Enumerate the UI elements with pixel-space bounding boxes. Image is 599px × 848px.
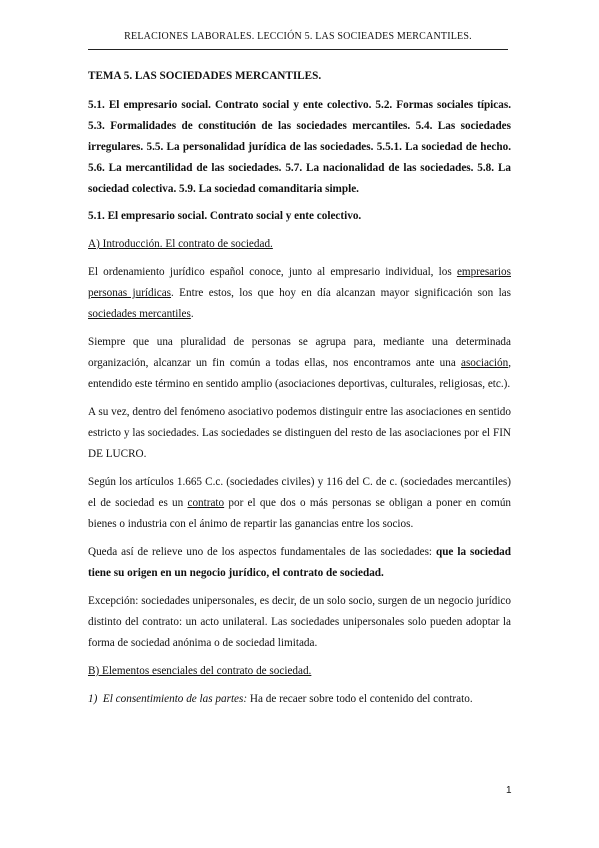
term-asociacion: asociación	[460, 357, 509, 369]
paragraph-2: Siempre que una pluralidad de personas se agrupa para, mediante una determinada organización, alcanzar un fin común a todas ellas, nos encontramos ante una asociación, entendido este término en sentido amplio (asociaciones deportivas, culturales, religiosas, etc.).	[88, 336, 511, 390]
term-empresarios-personas-juridicas: empresarios personas jurídicas	[88, 266, 511, 299]
document-body	[88, 66, 511, 717]
document-title: TEMA 5. LAS SOCIEDADES MERCANTILES.	[88, 70, 322, 82]
paragraph-3: A su vez, dentro del fenómeno asociativo podemos distinguir entre las asociaciones en sentido estricto y las sociedades. Las sociedades se distinguen del resto de las asociaciones por el FIN DE LUCRO.	[88, 406, 511, 460]
term-sociedades-mercantiles: sociedades mercantiles	[88, 308, 191, 320]
paragraph-5: Queda así de relieve uno de los aspectos fundamentales de las sociedades: que la sociedad tiene su origen en un negocio jurídico, el contrato de sociedad.	[88, 546, 511, 579]
header-rule	[88, 49, 508, 50]
paragraph-1: El ordenamiento jurídico español conoce, junto al empresario individual, los empresarios personas jurídicas. Entre estos, los que hoy en día alcanzan mayor significación son las sociedades mercantiles.	[88, 266, 511, 320]
section-heading: 5.1. El empresario social. Contrato social y ente colectivo.	[88, 210, 362, 222]
paragraph-7: 1) El consentimiento de las partes: Ha de recaer sobre todo el contenido del contrato.	[88, 693, 473, 705]
table-of-contents: 5.1. El empresario social. Contrato social y ente colectivo. 5.2. Formas sociales típicas. 5.3. Formalidades de constitución de las sociedades mercantiles. 5.4. Las sociedades irregulares. 5.5. La personalidad jurídica de las sociedades. 5.5.1. La sociedad de hecho. 5.6. La mercantilidad de las sociedades. 5.7. La nacionalidad de las sociedades. 5.8. La sociedad colectiva. 5.9. La sociedad comanditaria simple.	[88, 99, 511, 195]
page-number: 1	[506, 785, 512, 796]
paragraph-4: Según los artículos 1.665 C.c. (sociedades civiles) y 116 del C. de c. (sociedades mercantiles) el de sociedad es un contrato por el que dos o más personas se obligan a poner en común bienes o industria con el ánimo de repartir las ganancias entre los socios.	[88, 476, 512, 530]
list-number: 1)	[88, 693, 98, 705]
paragraph-6: Excepción: sociedades unipersonales, es decir, de un solo socio, surgen de un negocio jurídico distinto del contrato: un acto unilateral. Las sociedades unipersonales solo pueden adoptar la forma de sociedad anónima o de sociedad limitada.	[88, 595, 511, 649]
term-contrato: contrato	[187, 497, 225, 509]
subheading-b: B) Elementos esenciales del contrato de sociedad.	[88, 665, 312, 677]
term-consentimiento: El consentimiento de las partes:	[102, 693, 248, 705]
emphasis-origen-sociedad: que la sociedad tiene su origen en un negocio jurídico, el contrato de sociedad.	[88, 546, 511, 579]
subheading-a: A) Introducción. El contrato de sociedad.	[88, 238, 273, 250]
page-header: RELACIONES LABORALES. LECCIÓN 5. LAS SOCIEADES MERCANTILES.	[124, 31, 472, 42]
